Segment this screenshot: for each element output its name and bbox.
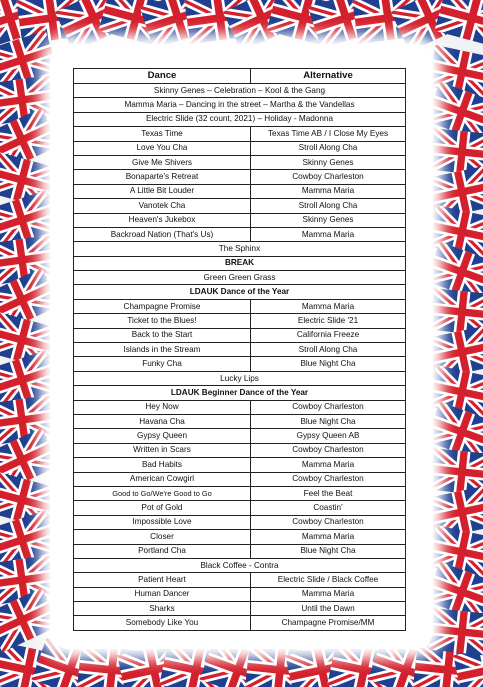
alternative-cell: Gypsy Queen AB	[251, 429, 406, 443]
table-row	[74, 328, 406, 342]
table-row	[74, 530, 406, 544]
alternative-cell: Cowboy Charleston	[251, 400, 406, 414]
table-row	[74, 400, 406, 414]
table-row	[74, 414, 406, 428]
alternative-cell: Stroll Along Cha	[251, 141, 406, 155]
dance-cell: Hey Now	[74, 400, 251, 414]
table-header-row	[74, 69, 406, 84]
table-row	[74, 141, 406, 155]
dance-cell: Love You Cha	[74, 141, 251, 155]
header-dance: Dance	[74, 69, 251, 84]
table-row	[74, 256, 406, 270]
alternative-cell: Skinny Genes	[251, 155, 406, 169]
dance-cell: Written in Scars	[74, 443, 251, 457]
dance-cell: Funky Cha	[74, 357, 251, 371]
alternative-cell: Mamma Maria	[251, 184, 406, 198]
table-row	[74, 227, 406, 241]
table-row	[74, 587, 406, 601]
table-row	[74, 486, 406, 500]
dance-cell: Sharks	[74, 602, 251, 616]
dance-cell: Islands in the Stream	[74, 343, 251, 357]
alternative-cell: Mamma Maria	[251, 458, 406, 472]
table-row	[74, 357, 406, 371]
table-row	[74, 429, 406, 443]
alternative-cell: Mamma Maria	[251, 227, 406, 241]
dance-cell: Portland Cha	[74, 544, 251, 558]
table-row	[74, 443, 406, 457]
dance-cell: Champagne Promise	[74, 299, 251, 313]
dance-table	[73, 68, 406, 631]
alternative-cell: Cowboy Charleston	[251, 472, 406, 486]
section-cell: LDAUK Dance of the Year	[74, 285, 406, 299]
alternative-cell: Blue Night Cha	[251, 357, 406, 371]
table-row	[74, 112, 406, 126]
alternative-cell: Stroll Along Cha	[251, 343, 406, 357]
table-row	[74, 213, 406, 227]
dance-cell: Backroad Nation (That's Us)	[74, 227, 251, 241]
dance-cell: Give Me Shivers	[74, 155, 251, 169]
alternative-cell: Until the Dawn	[251, 602, 406, 616]
section-cell: Black Coffee - Contra	[74, 558, 406, 572]
section-cell: Mamma Maria – Dancing in the street – Martha & the Vandellas	[74, 98, 406, 112]
table-row	[74, 170, 406, 184]
alternative-cell: Mamma Maria	[251, 530, 406, 544]
table-row	[74, 472, 406, 486]
alternative-cell: Feel the Beat	[251, 486, 406, 500]
dance-cell: Impossible Love	[74, 515, 251, 529]
table-row	[74, 98, 406, 112]
alternative-cell: Mamma Maria	[251, 299, 406, 313]
section-cell: BREAK	[74, 256, 406, 270]
table-row	[74, 127, 406, 141]
dance-cell: American Cowgirl	[74, 472, 251, 486]
alternative-cell: Skinny Genes	[251, 213, 406, 227]
dance-cell: Closer	[74, 530, 251, 544]
dance-cell: Heaven's Jukebox	[74, 213, 251, 227]
table-row	[74, 458, 406, 472]
section-cell: Green Green Grass	[74, 271, 406, 285]
dance-cell: Pot of Gold	[74, 501, 251, 515]
table-row	[74, 299, 406, 313]
dance-cell: Good to Go/We're Good to Go	[74, 486, 251, 500]
table-row	[74, 242, 406, 256]
dance-cell: Patient Heart	[74, 573, 251, 587]
table-row	[74, 285, 406, 299]
dance-cell: Ticket to the Blues!	[74, 314, 251, 328]
table-row	[74, 184, 406, 198]
table-row	[74, 602, 406, 616]
alternative-cell: Texas Time AB / I Close My Eyes	[251, 127, 406, 141]
alternative-cell: Electric Slide '21	[251, 314, 406, 328]
dance-cell: Havana Cha	[74, 414, 251, 428]
header-alternative: Alternative	[251, 69, 406, 84]
table-row	[74, 199, 406, 213]
table-row	[74, 573, 406, 587]
alternative-cell: Cowboy Charleston	[251, 170, 406, 184]
table-row	[74, 314, 406, 328]
table-row	[74, 386, 406, 400]
dance-cell: Back to the Start	[74, 328, 251, 342]
table-row	[74, 515, 406, 529]
alternative-cell: Cowboy Charleston	[251, 443, 406, 457]
table-row	[74, 155, 406, 169]
dance-cell: Gypsy Queen	[74, 429, 251, 443]
dance-cell: Somebody Like You	[74, 616, 251, 630]
alternative-cell: Champagne Promise/MM	[251, 616, 406, 630]
dance-cell: Human Dancer	[74, 587, 251, 601]
dance-cell: Vanotek Cha	[74, 199, 251, 213]
dance-cell: Texas Time	[74, 127, 251, 141]
alternative-cell: Stroll Along Cha	[251, 199, 406, 213]
section-cell: Electric Slide (32 count, 2021) – Holiday - Madonna	[74, 112, 406, 126]
alternative-cell: Blue Night Cha	[251, 544, 406, 558]
section-cell: Skinny Genes – Celebration – Kool & the Gang	[74, 84, 406, 98]
table-row	[74, 558, 406, 572]
table-row	[74, 371, 406, 385]
alternative-cell: California Freeze	[251, 328, 406, 342]
table-row	[74, 271, 406, 285]
section-cell: The Sphinx	[74, 242, 406, 256]
table-row	[74, 501, 406, 515]
table-row	[74, 616, 406, 630]
section-cell: Lucky Lips	[74, 371, 406, 385]
dance-cell: Bonaparte's Retreat	[74, 170, 251, 184]
dance-cell: Bad Habits	[74, 458, 251, 472]
alternative-cell: Mamma Maria	[251, 587, 406, 601]
table-row	[74, 343, 406, 357]
alternative-cell: Electric Slide / Black Coffee	[251, 573, 406, 587]
alternative-cell: Blue Night Cha	[251, 414, 406, 428]
section-cell: LDAUK Beginner Dance of the Year	[74, 386, 406, 400]
table-row	[74, 544, 406, 558]
dance-cell: A Little Bit Louder	[74, 184, 251, 198]
alternative-cell: Cowboy Charleston	[251, 515, 406, 529]
table-row	[74, 84, 406, 98]
alternative-cell: Coastin'	[251, 501, 406, 515]
